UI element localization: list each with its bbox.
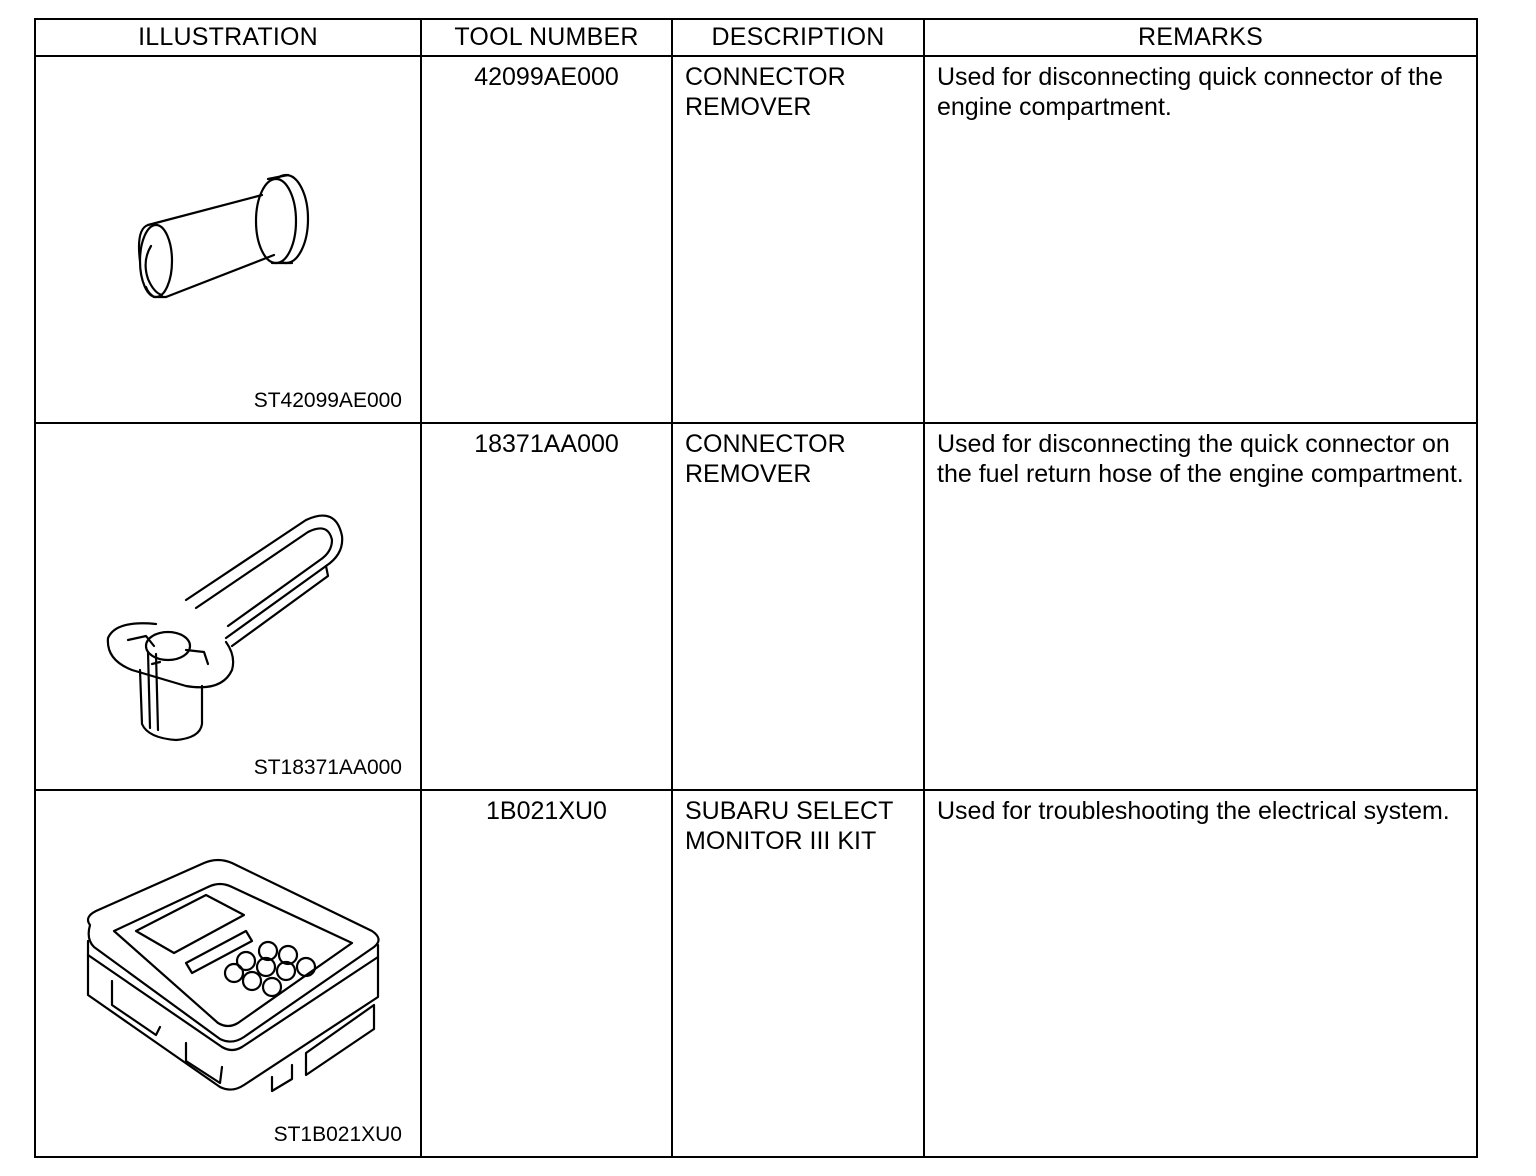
table-row bbox=[35, 423, 1477, 790]
select-monitor-icon bbox=[36, 791, 420, 1156]
header-tool-number: TOOL NUMBER bbox=[421, 19, 672, 56]
remarks: Used for disconnecting quick connector of the engine compartment. bbox=[937, 63, 1443, 121]
header-illustration: ILLUSTRATION bbox=[35, 19, 421, 56]
remarks: Used for troubleshooting the electrical system. bbox=[937, 797, 1450, 825]
illustration-code: ST1B021XU0 bbox=[273, 1123, 402, 1146]
table-row bbox=[35, 56, 1477, 423]
remarks-cell bbox=[924, 423, 1477, 790]
remarks-cell bbox=[924, 790, 1477, 1157]
header-description: DESCRIPTION bbox=[672, 19, 924, 56]
description-cell bbox=[672, 423, 924, 790]
illustration-cell bbox=[35, 423, 421, 790]
tool-number-cell bbox=[421, 423, 672, 790]
description: SUBARU SELECT MONITOR III KIT bbox=[685, 797, 894, 855]
tool-number-cell bbox=[421, 790, 672, 1157]
connector-remover-clip-icon bbox=[36, 424, 420, 789]
description-cell bbox=[672, 790, 924, 1157]
table-header-row bbox=[35, 19, 1477, 56]
illustration-code: ST42099AE000 bbox=[253, 389, 402, 412]
remarks-cell bbox=[924, 56, 1477, 423]
table-row bbox=[35, 790, 1477, 1157]
description: CONNECTOR REMOVER bbox=[685, 430, 846, 488]
illustration-cell bbox=[35, 790, 421, 1157]
tool-number: 42099AE000 bbox=[474, 63, 619, 91]
illustration-cell bbox=[35, 56, 421, 423]
description-cell bbox=[672, 56, 924, 423]
tool-number: 1B021XU0 bbox=[486, 797, 607, 825]
special-tools-table bbox=[34, 18, 1478, 1158]
description: CONNECTOR REMOVER bbox=[685, 63, 846, 121]
tool-number: 18371AA000 bbox=[474, 430, 619, 458]
tool-number-cell bbox=[421, 56, 672, 423]
connector-remover-tube-icon bbox=[36, 57, 420, 422]
remarks: Used for disconnecting the quick connector on the fuel return hose of the engine compartment. bbox=[937, 430, 1464, 488]
header-remarks: REMARKS bbox=[924, 19, 1477, 56]
illustration-code: ST18371AA000 bbox=[253, 756, 402, 779]
